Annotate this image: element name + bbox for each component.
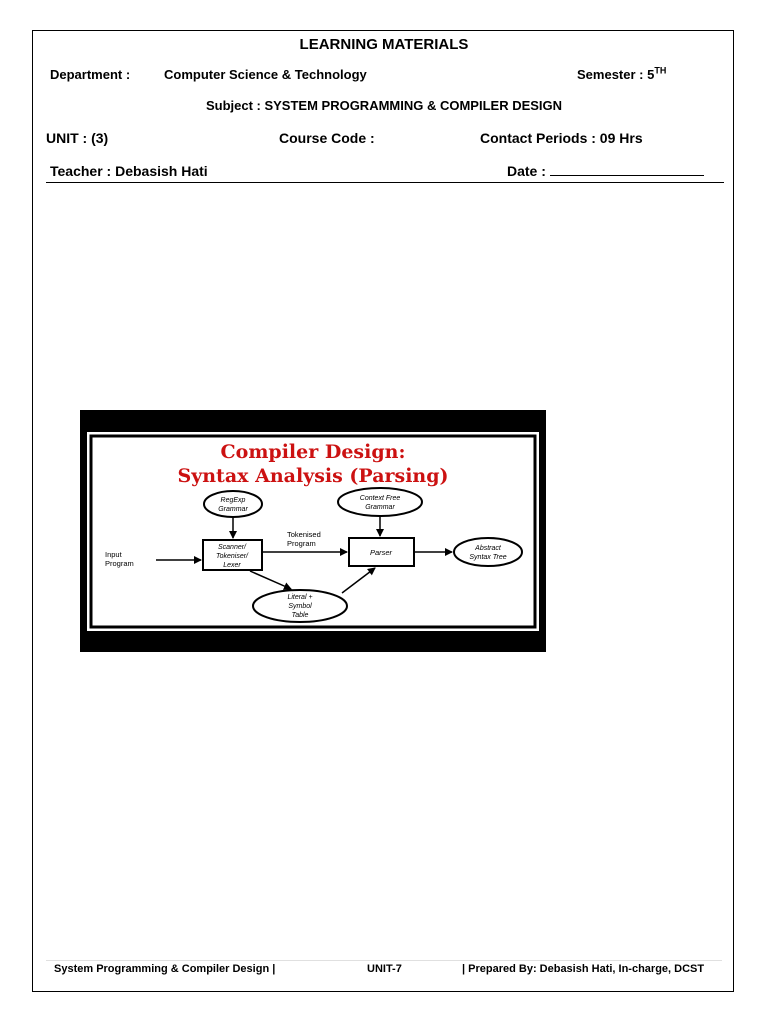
date-field — [507, 163, 704, 179]
ast-node — [454, 538, 522, 566]
cfg-node — [338, 488, 422, 516]
figure-title-line1: Compiler Design: — [220, 441, 406, 463]
footer-subject: System Programming & Compiler Design | — [54, 963, 276, 975]
literal-line1: Literal + — [287, 594, 313, 601]
scanner-line1: Scanner/ — [217, 544, 247, 551]
date-blank-line — [550, 163, 704, 176]
date-label: Date : — [507, 163, 550, 179]
scanner-line2: Tokeniser/ — [215, 553, 249, 560]
footer-prepared-by: | Prepared By: Debasish Hati, In-charge, DCST — [462, 963, 705, 975]
cfg-line1: Context Free — [359, 495, 401, 502]
header-rule — [46, 182, 724, 183]
regexp-grammar-node — [204, 491, 262, 517]
parser-label: Parser — [369, 548, 393, 557]
department-label: Department : — [50, 67, 131, 82]
unit: UNIT : (3) — [46, 130, 109, 146]
scanner-line3: Lexer — [223, 562, 241, 569]
subject: Subject : SYSTEM PROGRAMMING & COMPILER DESIGN — [205, 98, 563, 113]
compiler-diagram-figure — [80, 410, 546, 652]
cfg-line2: Grammar — [365, 504, 395, 511]
footer-rule — [46, 960, 722, 961]
footer-unit: UNIT-7 — [367, 963, 402, 975]
page-title: LEARNING MATERIALS — [299, 36, 469, 53]
department-value: Computer Science & Technology — [164, 67, 367, 82]
course-code: Course Code : — [279, 130, 375, 146]
semester-superscript: TH — [654, 65, 667, 76]
teacher: Teacher : Debasish Hati — [50, 163, 208, 179]
ast-line1: Abstract — [475, 545, 501, 552]
figure-title-line2: Syntax Analysis (Parsing) — [177, 465, 449, 487]
regexp-line2: Grammar — [218, 506, 248, 513]
tokenised-line2: Program — [287, 539, 316, 548]
contact-periods: Contact Periods : 09 Hrs — [480, 130, 643, 146]
literal-line2: Symbol — [288, 603, 312, 610]
semester — [577, 67, 666, 82]
ast-line2: Syntax Tree — [469, 554, 507, 561]
input-line1: Input — [105, 550, 122, 559]
tokenised-line1: Tokenised — [287, 530, 321, 539]
literal-line3: Table — [291, 612, 309, 619]
semester-label: Semester : 5 — [577, 67, 655, 82]
regexp-line1: RegExp — [220, 497, 246, 504]
input-line2: Program — [105, 559, 134, 568]
